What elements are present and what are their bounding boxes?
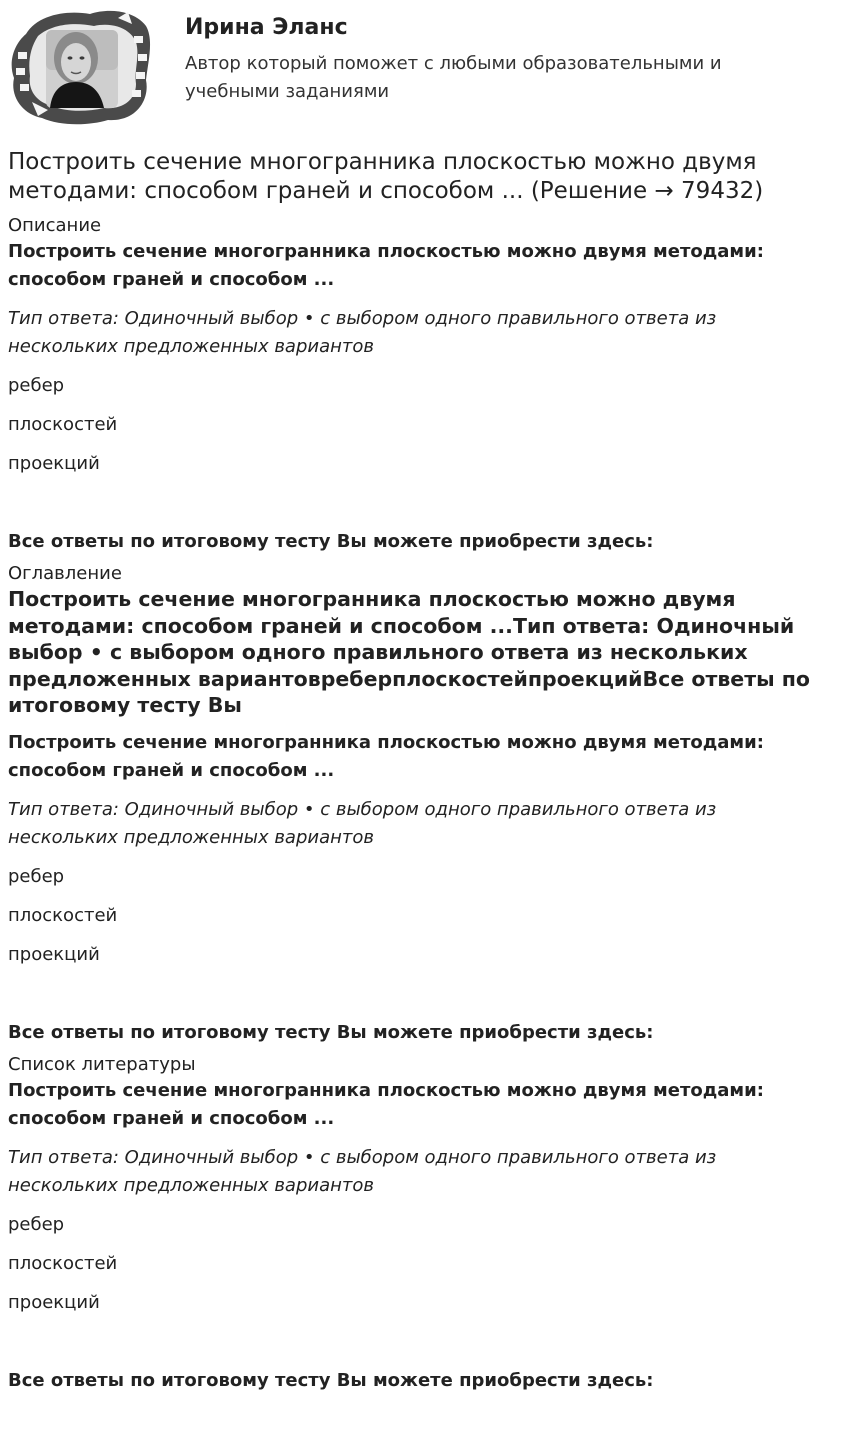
all-answers-text: Все ответы по итоговому тесту Вы можете приобрести здесь: (8, 1021, 654, 1043)
author-name[interactable]: Ирина Эланс (185, 15, 348, 40)
answer-type-text: Тип ответа: Одиночный выбор • с выбором одного правильного ответа из нескольких предложенных вариантов (8, 1146, 717, 1196)
author-card (8, 6, 828, 128)
all-answers-text: Все ответы по итоговому тесту Вы можете приобрести здесь: (8, 531, 654, 552)
section-label-literature: Список литературы (8, 1053, 196, 1075)
main-content (8, 148, 818, 1395)
all-answers-text: Все ответы по итоговому тесту Вы можете приобрести здесь: (8, 1369, 654, 1391)
question-text: Построить сечение многогранника плоскостью можно двумя методами: способом граней и способом ... (8, 731, 764, 781)
section-label-description: Описание (8, 215, 102, 236)
answer-type-text: Тип ответа: Одиночный выбор • с выбором одного правильного ответа из нескольких предложенных вариантов (8, 798, 717, 848)
avatar-film-frame-icon (8, 6, 152, 126)
toc-heading (8, 586, 818, 719)
answer-type-text: Тип ответа: Одиночный выбор • с выбором одного правильного ответа из нескольких предложенных вариантов (8, 308, 717, 357)
answer-option: проекций (8, 453, 100, 474)
answer-option: ребер (8, 865, 65, 887)
answer-option: ребер (8, 1213, 65, 1235)
answer-option: ребер (8, 375, 65, 396)
answer-option: проекций (8, 1291, 100, 1313)
author-description: Автор который поможет с любыми образовательными и учебными заданиями (185, 53, 722, 102)
author-avatar[interactable] (8, 6, 152, 126)
toc-heading-text: Построить сечение многогранника плоскостью можно двумя методами: способом граней и способом ...Тип ответа: Одиночный выбор • с выбором одного правильного ответа из нескольких предложенных вариантовреберплоскостейпроекцийВсе ответы по итоговому тесту Вы (8, 587, 811, 717)
answer-option: плоскостей (8, 414, 118, 435)
answer-option: плоскостей (8, 1252, 118, 1274)
answer-option: проекций (8, 943, 100, 965)
question-text: Построить сечение многогранника плоскостью можно двумя методами: способом граней и способом ... (8, 1079, 764, 1129)
question-text: Построить сечение многогранника плоскостью можно двумя методами: способом граней и способом ... (8, 241, 764, 290)
section-label-toc: Оглавление (8, 563, 122, 584)
page-title: Построить сечение многогранника плоскостью можно двумя методами: способом граней и способом ... (Решение → 79432) (8, 149, 764, 204)
answer-option: плоскостей (8, 904, 118, 926)
